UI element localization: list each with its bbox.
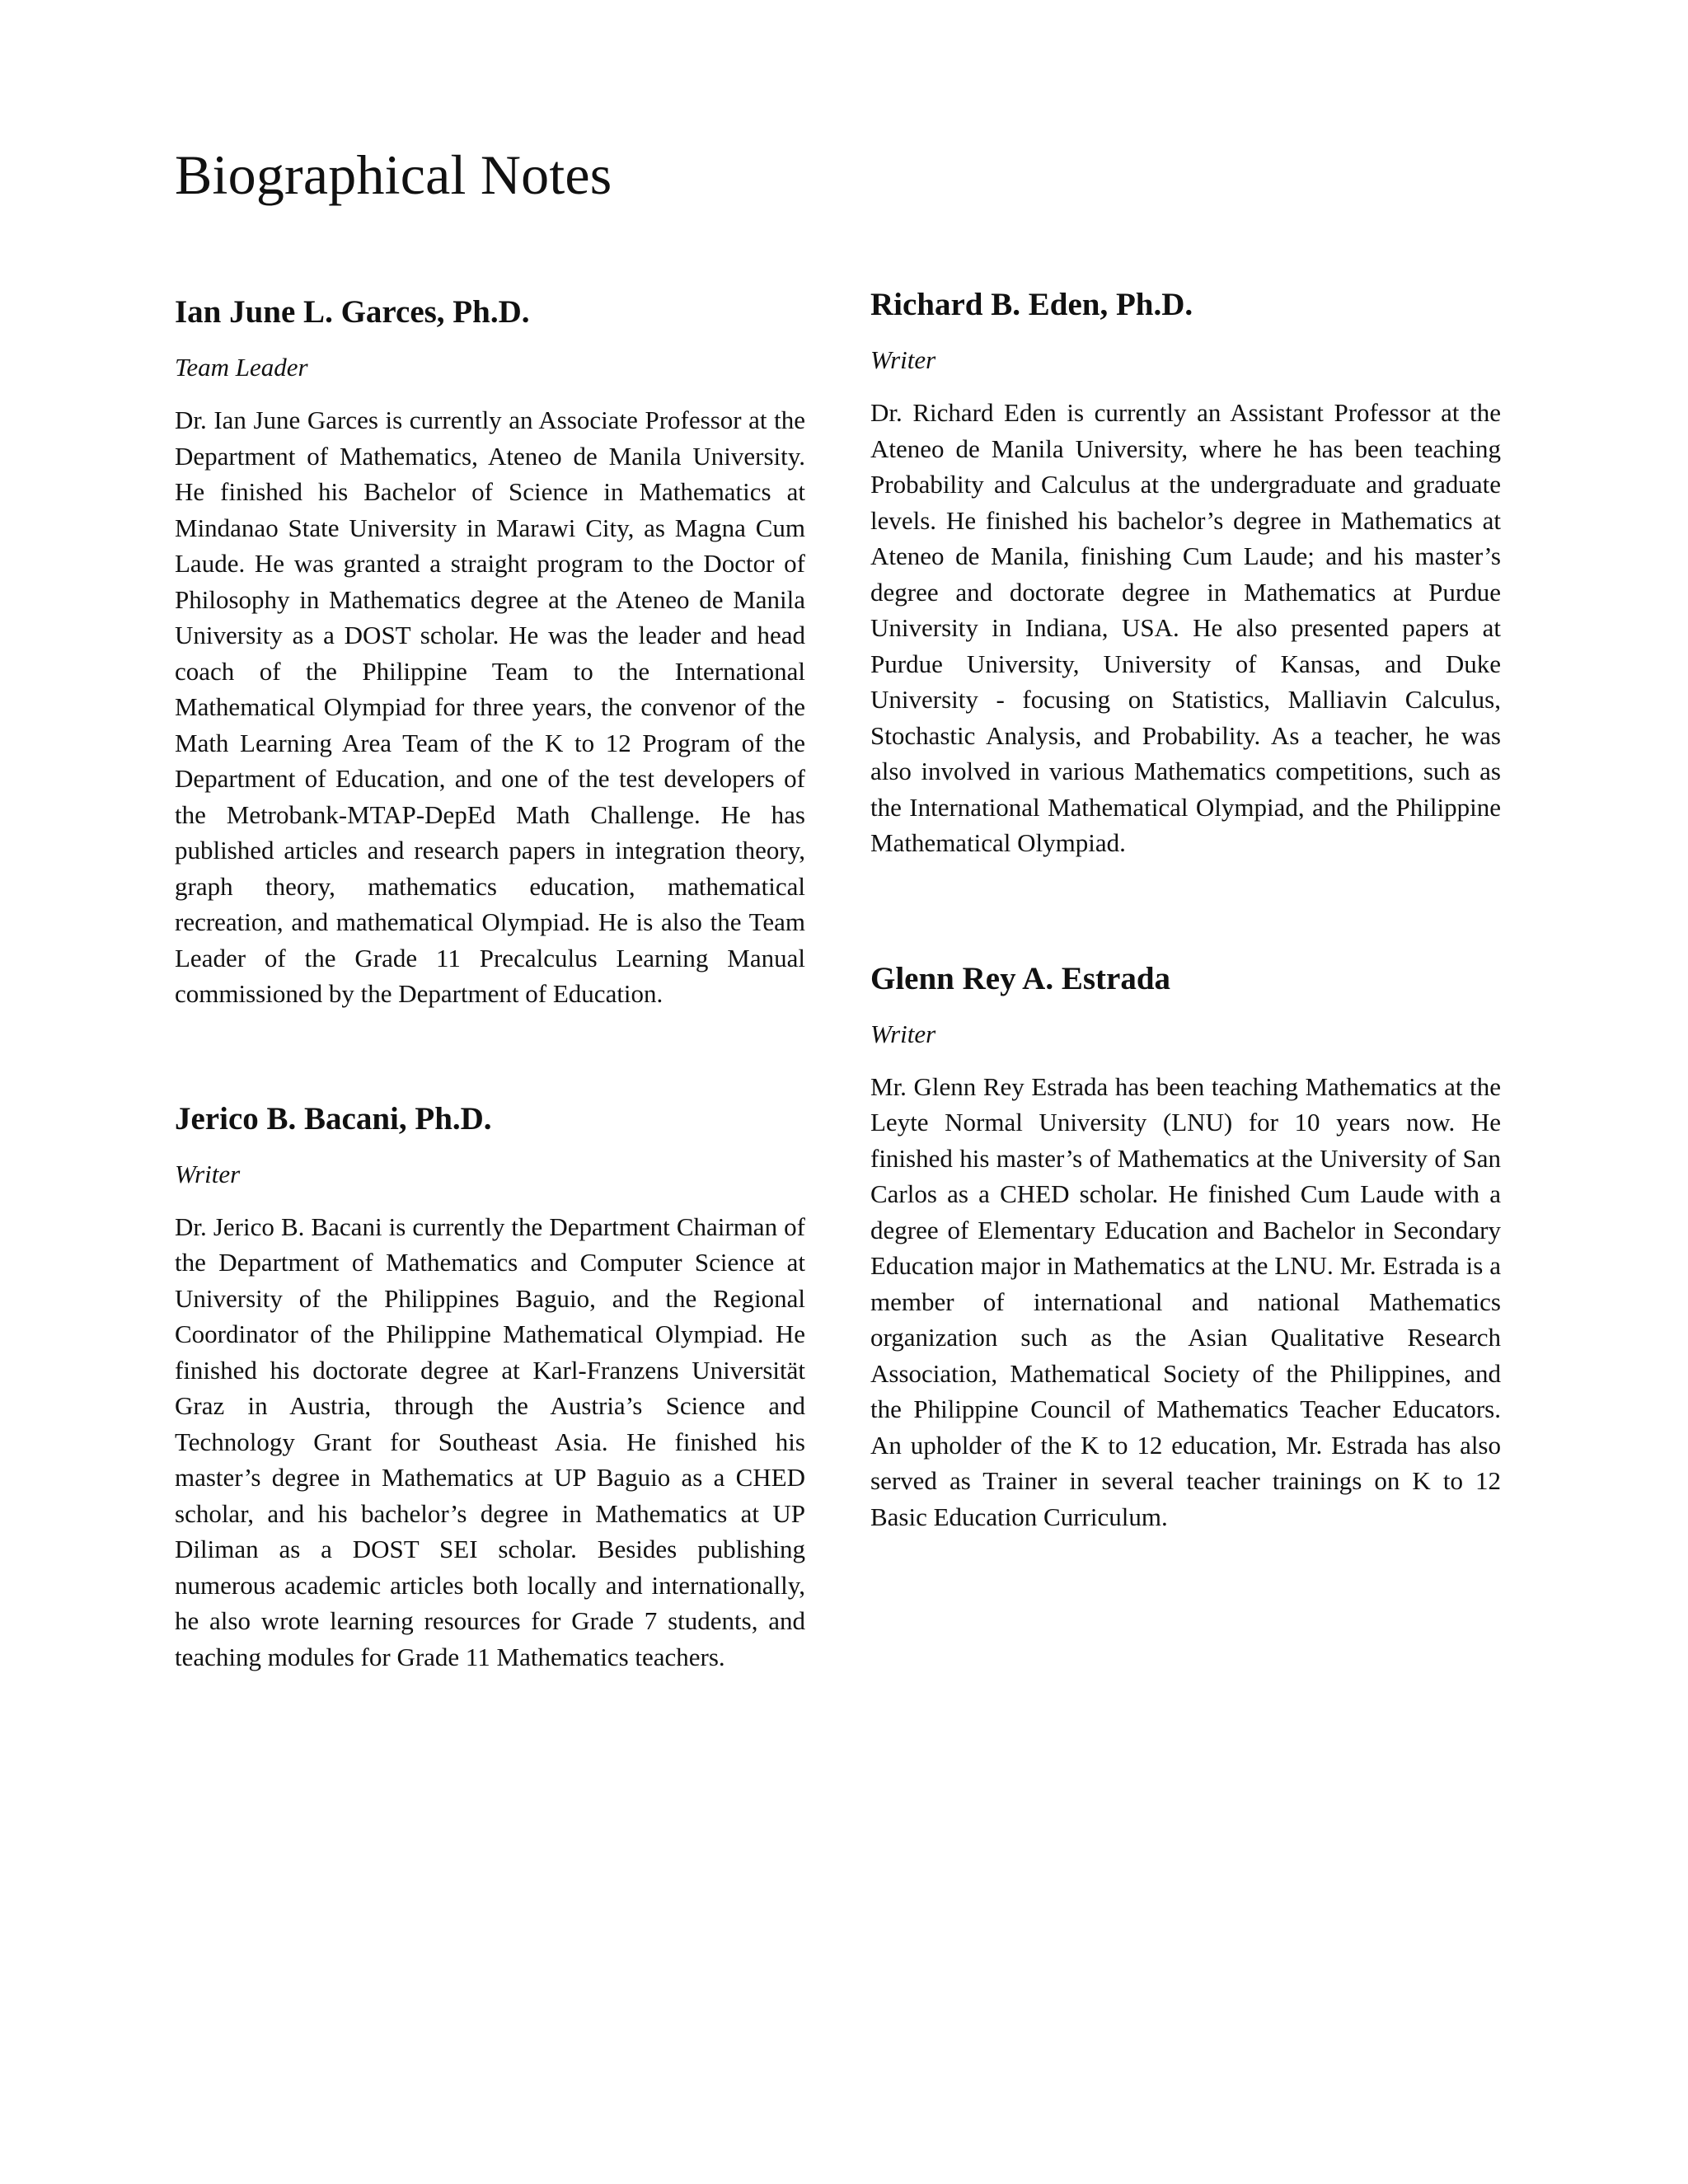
bio-text: Dr. Richard Eden is currently an Assistant Professor at the Ateneo de Manila University, where he has been teaching Probability and Calculus at the undergraduate and graduate levels. He finished his bachelor’s degree in Mathematics at Ateneo de Manila, finishing Cum Laude; and his master’s degree and doctorate degree in Mathematics at Purdue University in Indiana, USA. He also presented papers at Purdue University, University of Kansas, and Duke University - focusing on Statistics, Malliavin Calculus, Stochastic Analysis, and Probability. As a teacher, he was also involved in various Mathematics competitions, such as the International Mathematical Olympiad, and the Philippine Mathematical Olympiad. — [870, 398, 1501, 857]
bio-name: Ian June L. Garces, Ph.D. — [175, 294, 530, 330]
right-column — [870, 284, 1501, 1535]
bio-text: Mr. Glenn Rey Estrada has been teaching Mathematics at the Leyte Normal University (LNU) for 10 years now. He finished his master’s of Mathematics at the University of San Carlos as a CHED scholar. He finished Cum Laude with a degree of Elementary Education and Bachelor in Secondary Education major in Mathematics at the LNU. Mr. Estrada is a member of international and national Mathematics organization such as the Asian Qualitative Research Association, Mathematical Society of the Philippines, and the Philippine Council of Mathematics Teacher Educators. An upholder of the K to 12 education, Mr. Estrada has also served as Trainer in several teacher trainings on K to 12 Basic Education Curriculum. — [870, 1071, 1501, 1531]
bio-name: Jerico B. Bacani, Ph.D. — [175, 1100, 492, 1137]
bio-role: Writer — [175, 1159, 241, 1188]
bio-role: Writer — [870, 345, 936, 374]
bio-estrada — [870, 958, 1501, 1535]
bio-bacani — [175, 1099, 805, 1675]
bio-role: Writer — [870, 1019, 936, 1048]
page-title: Biographical Notes — [175, 143, 612, 206]
bio-text: Dr. Ian June Garces is currently an Associate Professor at the Department of Mathematics, Ateneo de Manila University. He finished his Bachelor of Science in Mathematics at Mindanao State University in Marawi City, as Magna Cum Laude. He was granted a straight program to the Doctor of Philosophy in Mathematics degree at the Ateneo de Manila University as a DOST scholar. He was the leader and head coach of the Philippine Team to the International Mathematical Olympiad for three years, the convenor of the Math Learning Area Team of the K to 12 Program of the Department of Education, and one of the test developers of the Metrobank-MTAP-DepEd Math Challenge. He has published articles and research papers in integration theory, graph theory, mathematics education, mathematical recreation, and mathematical Olympiad. He is also the Team Leader of the Grade 11 Precalculus Learning Manual commissioned by the Department of Education. — [175, 405, 805, 1008]
bio-text: Dr. Jerico B. Bacani is currently the Department Chairman of the Department of Mathematics and Computer Science at University of the Philippines Baguio, and the Regional Coordinator of the Philippine Mathematical Olympiad. He finished his doctorate degree at Karl-Franzens Universität Graz in Austria, through the Austria’s Science and Technology Grant for Southeast Asia. He finished his master’s degree in Mathematics at UP Baguio as a CHED scholar, and his bachelor’s degree in Mathematics at UP Diliman as a DOST SEI scholar. Besides publishing numerous academic articles both locally and internationally, he also wrote learning resources for Grade 7 students, and teaching modules for Grade 11 Mathematics teachers. — [175, 1212, 805, 1671]
bio-name: Glenn Rey A. Estrada — [870, 960, 1171, 996]
bio-garces — [175, 292, 805, 1012]
bio-role: Team Leader — [175, 353, 308, 382]
left-column — [175, 292, 805, 1675]
bio-eden — [870, 284, 1501, 861]
bio-name: Richard B. Eden, Ph.D. — [870, 287, 1193, 322]
